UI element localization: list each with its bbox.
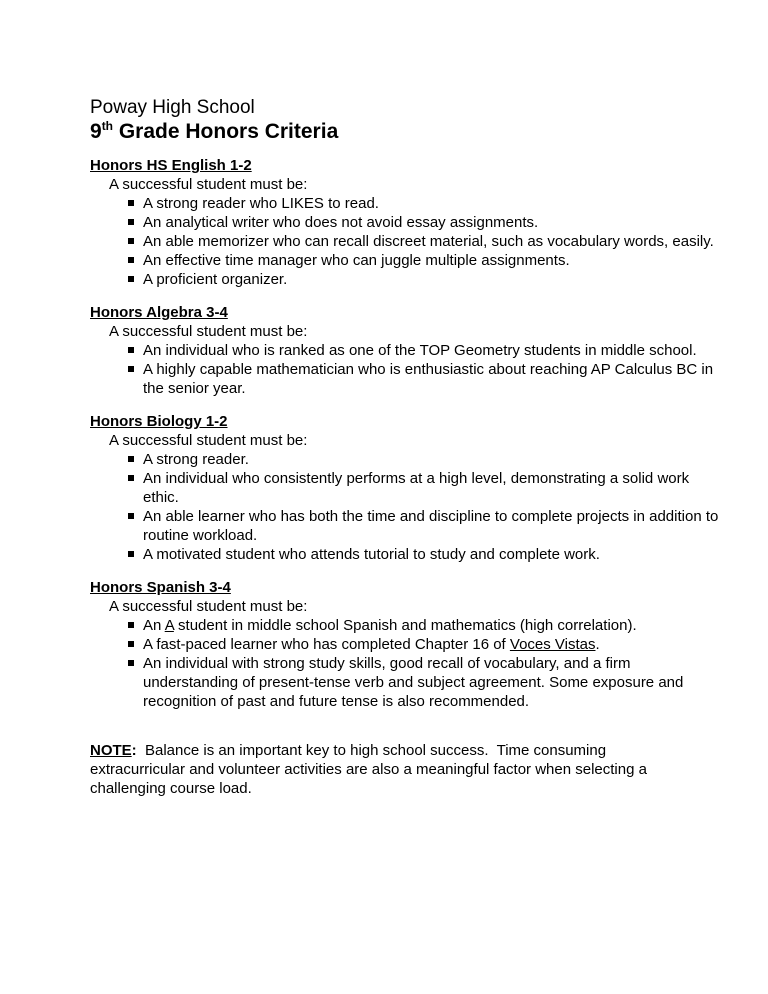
note-paragraph <box>90 741 700 798</box>
criteria-text: An individual who consistently performs at a high level, demonstrating a solid work ethic. <box>143 470 690 506</box>
criteria-item <box>128 469 720 507</box>
note-text: Balance is an important key to high school success. Time consuming extracurricular and volunteer activities are also a meaningful factor when selecting a challenging course load. <box>90 742 652 797</box>
course-title: Honors Biology 1-2 <box>90 413 228 430</box>
criteria-list <box>90 450 720 564</box>
course-intro: A successful student must be: <box>109 598 308 615</box>
criteria-text: An analytical writer who does not avoid essay assignments. <box>143 214 539 231</box>
square-bullet-icon <box>128 660 134 666</box>
criteria-item <box>128 251 720 270</box>
note-colon: : <box>131 742 137 759</box>
title-text: Grade Honors Criteria <box>113 120 339 143</box>
criteria-text: A fast-paced learner who has completed Chapter 16 of <box>143 636 510 653</box>
title-grade-superscript: th <box>101 119 114 133</box>
square-bullet-icon <box>128 456 134 462</box>
criteria-item <box>128 232 720 251</box>
course-section-biology <box>90 412 720 564</box>
criteria-item <box>128 270 720 289</box>
square-bullet-icon <box>128 513 134 519</box>
course-intro: A successful student must be: <box>109 323 308 340</box>
page-title <box>90 119 720 145</box>
criteria-text: student in middle school Spanish and mathematics (high correlation). <box>173 617 637 634</box>
square-bullet-icon <box>128 551 134 557</box>
criteria-item <box>128 635 720 654</box>
criteria-text: An able memorizer who can recall discreet material, such as vocabulary words, easily. <box>143 233 714 250</box>
criteria-item <box>128 616 720 635</box>
course-section-algebra <box>90 303 720 398</box>
criteria-item <box>128 213 720 232</box>
square-bullet-icon <box>128 641 134 647</box>
course-title: Honors Algebra 3-4 <box>90 304 228 321</box>
square-bullet-icon <box>128 475 134 481</box>
school-name: Poway High School <box>90 97 255 118</box>
grade-emphasis: A <box>164 617 174 634</box>
title-grade-number: 9 <box>90 120 102 143</box>
criteria-text: A highly capable mathematician who is enthusiastic about reaching AP Calculus BC in the senior year. <box>143 361 714 397</box>
book-title: Voces Vistas <box>509 636 596 653</box>
square-bullet-icon <box>128 276 134 282</box>
criteria-item <box>128 341 720 360</box>
square-bullet-icon <box>128 366 134 372</box>
criteria-text: A motivated student who attends tutorial to study and complete work. <box>143 546 600 563</box>
square-bullet-icon <box>128 238 134 244</box>
square-bullet-icon <box>128 257 134 263</box>
criteria-item <box>128 360 720 398</box>
course-title: Honors Spanish 3-4 <box>90 579 231 596</box>
square-bullet-icon <box>128 200 134 206</box>
note-label: NOTE <box>90 742 132 759</box>
criteria-item <box>128 450 720 469</box>
criteria-list <box>90 341 720 398</box>
criteria-item <box>128 545 720 564</box>
criteria-list <box>90 194 720 289</box>
criteria-item <box>128 194 720 213</box>
course-section-spanish <box>90 578 720 711</box>
criteria-text: A proficient organizer. <box>143 271 288 288</box>
criteria-item <box>128 654 720 711</box>
document-page <box>90 97 720 798</box>
criteria-text: An <box>143 617 165 634</box>
criteria-text: . <box>595 636 600 653</box>
square-bullet-icon <box>128 622 134 628</box>
square-bullet-icon <box>128 347 134 353</box>
course-intro: A successful student must be: <box>109 176 308 193</box>
criteria-text: An individual who is ranked as one of the TOP Geometry students in middle school. <box>143 342 697 359</box>
criteria-list <box>90 616 720 711</box>
criteria-text: An individual with strong study skills, good recall of vocabulary, and a firm understanding of present-tense verb and subject agreement. Some exposure and recognition of past and future tense is also recommended. <box>143 655 684 710</box>
criteria-item <box>128 507 720 545</box>
criteria-text: An able learner who has both the time and discipline to complete projects in addition to routine workload. <box>143 508 719 544</box>
course-section-english <box>90 156 720 289</box>
criteria-text: A strong reader. <box>143 451 249 468</box>
course-intro: A successful student must be: <box>109 432 308 449</box>
criteria-text: A strong reader who LIKES to read. <box>143 195 379 212</box>
course-title: Honors HS English 1-2 <box>90 157 252 174</box>
criteria-text: An effective time manager who can juggle multiple assignments. <box>143 252 570 269</box>
square-bullet-icon <box>128 219 134 225</box>
